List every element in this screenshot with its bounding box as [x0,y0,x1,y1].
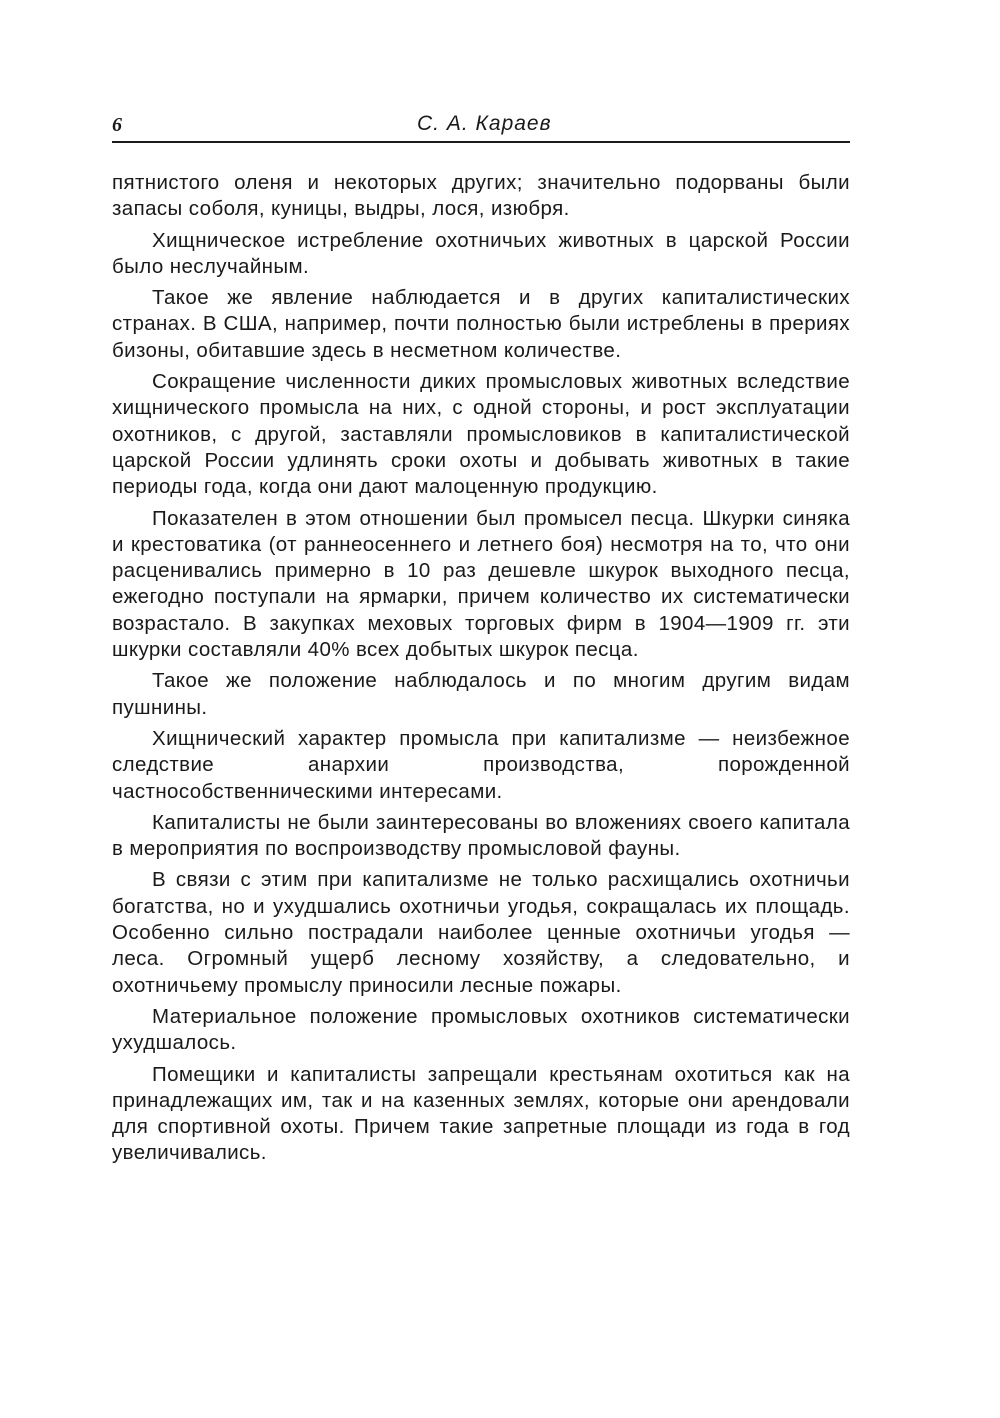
paragraph: В связи с этим при капитализме не только расхищались охотничьи богатства, но и ухудшались охотничьи угодья, сокращалась их площадь. Особенно сильно пострадали наиболее ценные охотничьи угодья — леса. Огромный ущерб лесному хозяйству, а следовательно, и охотничьему промыслу приносили лесные пожары. [112,868,850,997]
paragraph: Такое же явление наблюдается и в других капиталистических странах. В США, например, почти полностью были истреблены в прериях бизоны, обитавшие здесь в несметном количестве. [112,286,850,362]
paragraph: Материальное положение промысловых охотников систематически ухудшалось. [112,1004,850,1055]
paragraph: Помещики и капиталисты запрещали крестьянам охотиться как на принадлежащих им, так и на казенных землях, которые они арендовали для спортивной охоты. Причем такие запретные площади из года в год увеличивались. [112,1062,850,1165]
page-number: 6 [112,114,122,136]
paragraph: Хищническое истребление охотничьих животных в царской России было неслучайным. [112,228,850,278]
paragraph: пятнистого оленя и некоторых других; значительно подорваны были запасы соболя, куницы, выдры, лося, изюбря. [112,171,850,221]
body-text [112,170,850,1172]
paragraph: Сокращение численности диких промысловых животных вследствие хищнического промысла на них, с одной стороны, и рост эксплуатации охотников, с другой, заставляли промысловиков в капиталистической царской России удлинять сроки охоты и добывать животных в такие периоды года, когда они дают малоценную продукцию. [112,370,850,499]
paragraph: Такое же положение наблюдалось и по многим другим видам пушнины. [112,669,850,719]
page-header [112,112,850,142]
paragraph: Показателен в этом отношении был промысел песца. Шкурки синяка и крестоватика (от раннеосеннего и летнего боя) несмотря на то, что они расценивались примерно в 10 раз дешевле шкурок выходного песца, ежегодно поступали на ярмарки, причем количество их систематически возрастало. В закупках меховых торговых фирм в 1904—1909 гг. эти шкурки составляли 40% всех добытых шкурок песца. [112,506,850,662]
paragraph: Капиталисты не были заинтересованы во вложениях своего капитала в мероприятия по воспроизводству промысловой фауны. [112,810,850,861]
running-head-author: С. А. Караев [417,112,552,135]
paragraph: Хищнический характер промысла при капитализме — неизбежное следствие анархии производства, порожденной частнособственническими интересами. [112,726,850,803]
header-rule [112,141,850,143]
